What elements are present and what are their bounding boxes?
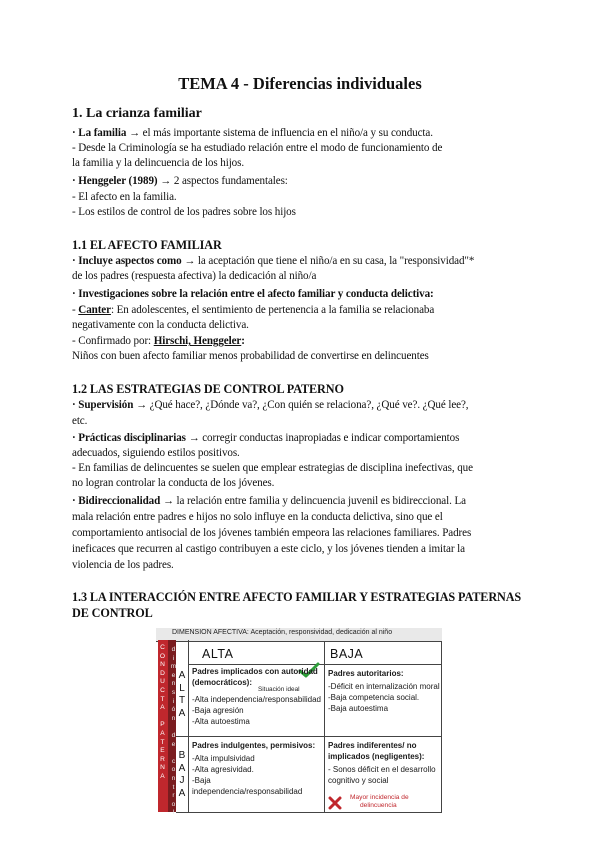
row-divider xyxy=(176,736,442,737)
vertical-letter: N xyxy=(160,764,165,772)
cell-alta-alta xyxy=(192,666,322,727)
vertical-letter: d xyxy=(171,731,176,739)
s1-term-familia: · La familia xyxy=(72,127,127,139)
delinquency-risk-note xyxy=(350,794,409,810)
row-letter: L xyxy=(179,682,185,694)
row-letter: A xyxy=(178,762,186,774)
s11-line-4 xyxy=(72,303,532,317)
s12-line-4: adecuados, siguiendo estilos positivos. xyxy=(72,447,240,459)
vertical-letter: e xyxy=(171,671,176,679)
s11-line-1 xyxy=(72,254,532,268)
vertical-letter: N xyxy=(160,661,165,669)
authors-hirschi-henggeler: Hirschi, Henggeler xyxy=(153,335,242,347)
s11-line-6 xyxy=(72,334,532,348)
vertical-letter: o xyxy=(171,800,176,808)
row-level-column xyxy=(176,640,189,812)
cell-alta-alta-item: -Baja agresión xyxy=(192,706,244,715)
vertical-letter xyxy=(158,713,167,722)
vertical-letter: l xyxy=(172,809,175,817)
vertical-letter: P xyxy=(160,721,165,729)
vertical-letter: C xyxy=(160,644,165,651)
vertical-letter: i xyxy=(172,697,175,705)
s12-line-8: mala relación entre padres e hijos no solo influye en la conducta delictiva, sino que el xyxy=(72,511,443,523)
cell-baja-alta xyxy=(192,740,322,797)
s12-line-1-text: → ¿Qué hace?, ¿Dónde va?, ¿Con quién se relaciona?, ¿Qué ve?. ¿Qué lee?, xyxy=(133,399,469,411)
vertical-letter: ó xyxy=(171,706,176,714)
s1-line-4 xyxy=(72,174,532,188)
s11-line-5: negativamente con la conducta delictiva. xyxy=(72,319,249,331)
s12-term-bidireccionalidad: · Bidireccionalidad xyxy=(72,495,161,507)
column-header-baja: BAJA xyxy=(330,647,364,661)
conducta-paterna-vertical-label xyxy=(158,644,167,782)
vertical-letter: d xyxy=(171,646,176,653)
row-label-baja xyxy=(176,750,188,800)
s11-term-incluye: · Incluye aspectos como xyxy=(72,255,182,267)
vertical-letter: i xyxy=(172,654,175,662)
vertical-letter: R xyxy=(160,755,165,763)
s11-term-investigaciones: · Investigaciones sobre la relación entre el afecto familiar y conducta delictiva: xyxy=(72,288,434,300)
vertical-letter: A xyxy=(160,704,165,712)
row-letter: A xyxy=(178,787,186,799)
row-letter: J xyxy=(179,775,185,786)
s11-confirmado: - Confirmado por: xyxy=(72,335,154,347)
row-letter: B xyxy=(178,750,186,761)
s11-line-4-text: : En adolescentes, el sentimiento de pertenencia a la familia se relacionaba xyxy=(110,304,435,316)
s1-line-2: - Desde la Criminología se ha estudiado relación entre el modo de funcionamiento de xyxy=(72,142,443,154)
ideal-situation-note: Situación ideal xyxy=(258,686,300,693)
s11-line-1-text: → la aceptación que tiene el niño/a en su casa, la "responsividad"* xyxy=(181,255,475,267)
section-1-heading: 1. La crianza familiar xyxy=(72,106,202,121)
vertical-letter: C xyxy=(160,686,165,694)
s1-line-5: - El afecto en la familia. xyxy=(72,191,177,203)
vertical-letter: D xyxy=(160,669,165,677)
vertical-letter: T xyxy=(160,695,165,703)
s12-line-10: ineficaces que recurren al castigo contribuyen a este ciclo, y los jóvenes tienden a imitar la xyxy=(72,543,465,555)
s12-line-3-text: → corregir conductas inapropiadas e indicar comportamientos xyxy=(185,432,460,444)
s11-line-2: de los padres (respuesta afectiva) la dedicación al niño/a xyxy=(72,270,317,282)
author-canter: Canter xyxy=(78,304,111,316)
vertical-letter: n xyxy=(171,714,176,722)
cell-alta-alta-item: -Alta independencia/responsabilidad xyxy=(192,695,321,704)
s1-line-1 xyxy=(72,126,532,140)
vertical-letter: o xyxy=(171,766,176,774)
s11-line-3 xyxy=(72,287,532,301)
s12-line-7 xyxy=(72,494,532,508)
cell-baja-alta-item: -Alta agresividad. xyxy=(192,765,254,774)
bottom-rule xyxy=(176,812,442,813)
row-label-alta xyxy=(176,670,188,720)
vertical-letter: r xyxy=(172,792,175,800)
s11-colon: : xyxy=(241,335,245,347)
s1-line-4-text: → 2 aspectos fundamentales: xyxy=(157,175,288,187)
column-divider xyxy=(324,642,325,812)
vertical-letter: T xyxy=(160,738,165,746)
s1-line-3: la familia y la delincuencia de los hijos. xyxy=(72,157,245,169)
vertical-letter: n xyxy=(171,680,176,688)
affective-dimension-label: DIMENSION AFECTIVA: Aceptación, responsividad, dedicación al niño xyxy=(172,629,393,636)
cell-alta-baja xyxy=(328,668,440,714)
column-header-alta: ALTA xyxy=(202,647,234,661)
vertical-letter: s xyxy=(171,688,176,696)
s12-line-6: no logran controlar la conducta de los jóvenes. xyxy=(72,477,275,489)
s1-line-6: - Los estilos de control de los padres sobre los hijos xyxy=(72,206,296,218)
section-1-3-heading-line-2: DE CONTROL xyxy=(72,606,153,620)
section-1-3-heading-line-1: 1.3 LA INTERACCIÓN ENTRE AFECTO FAMILIAR Y ESTRATEGIAS PATERNAS xyxy=(72,590,522,604)
cell-baja-alta-item: -Alta impulsividad xyxy=(192,754,255,763)
figure-top-band xyxy=(156,628,442,642)
s11-dash: - xyxy=(72,304,79,316)
s12-line-5: - En familias de delincuentes se suelen que emplear estrategias de disciplina inefectivas, que xyxy=(72,462,473,474)
vertical-letter: O xyxy=(159,652,166,660)
s12-line-11: violencia de los padres. xyxy=(72,559,174,571)
vertical-letter: A xyxy=(160,729,165,737)
risk-note-line-2: delincuencia xyxy=(360,802,397,809)
cell-alta-baja-item: -Baja competencia social. xyxy=(328,693,420,702)
right-border xyxy=(441,642,442,812)
section-1-2-heading: 1.2 LAS ESTRATEGIAS DE CONTROL PATERNO xyxy=(72,382,344,396)
cell-baja-baja xyxy=(328,740,440,786)
s12-line-2: etc. xyxy=(72,415,88,427)
s12-line-7-text: → la relación entre familia y delincuencia juvenil es bidireccional. La xyxy=(160,495,466,507)
s12-line-3 xyxy=(72,431,532,445)
parenting-styles-figure xyxy=(156,628,442,840)
s1-term-henggeler: · Henggeler (1989) xyxy=(72,175,158,187)
cross-icon xyxy=(328,796,342,810)
cell-baja-baja-title: Padres indiferentes/ no implicados (negligentes): xyxy=(328,741,425,761)
page-title: TEMA 4 - Diferencias individuales xyxy=(178,74,422,93)
cell-alta-alta-item: -Alta autoestima xyxy=(192,717,250,726)
s12-term-supervision: · Supervisión xyxy=(72,399,134,411)
vertical-letter: A xyxy=(160,772,165,780)
cell-baja-alta-item: -Baja independencia/responsabilidad xyxy=(192,776,303,796)
vertical-letter: t xyxy=(172,783,175,791)
cell-alta-baja-title: Padres autoritarios: xyxy=(328,669,404,678)
risk-note-line-1: Mayor incidencia de xyxy=(350,794,409,801)
vertical-letter: m xyxy=(170,663,177,671)
vertical-letter: E xyxy=(160,747,165,755)
s11-line-7: Niños con buen afecto familiar menos probabilidad de convertirse en delincuentes xyxy=(72,350,429,362)
row-letter: A xyxy=(178,707,186,719)
s12-term-practicas: · Prácticas disciplinarias xyxy=(72,432,186,444)
vertical-letter: U xyxy=(160,678,165,686)
cell-alta-alta-title: Padres implicados con autoridad (democráticos): xyxy=(192,667,318,687)
vertical-letter: e xyxy=(171,740,176,748)
row-letter: A xyxy=(178,670,186,681)
section-1-1-heading: 1.1 EL AFECTO FAMILIAR xyxy=(72,238,222,252)
cell-alta-baja-item: -Baja autoestima xyxy=(328,704,389,713)
s1-line-1-text: → el más importante sistema de influencia en el niño/a y su conducta. xyxy=(126,127,433,139)
cell-baja-baja-item: - Sonos déficit en el desarrollo cognitivo y social xyxy=(328,765,436,785)
vertical-letter: c xyxy=(171,757,176,765)
s12-line-9: comportamiento antisocial de los jóvenes también empeora las relaciones familiares. Padres xyxy=(72,527,472,539)
cell-alta-baja-item: -Déficit en internalización moral xyxy=(328,682,440,691)
row-letter: T xyxy=(178,695,186,706)
cell-baja-alta-title: Padres indulgentes, permisivos: xyxy=(192,741,316,750)
vertical-letter: n xyxy=(171,774,176,782)
s12-line-1 xyxy=(72,398,532,412)
